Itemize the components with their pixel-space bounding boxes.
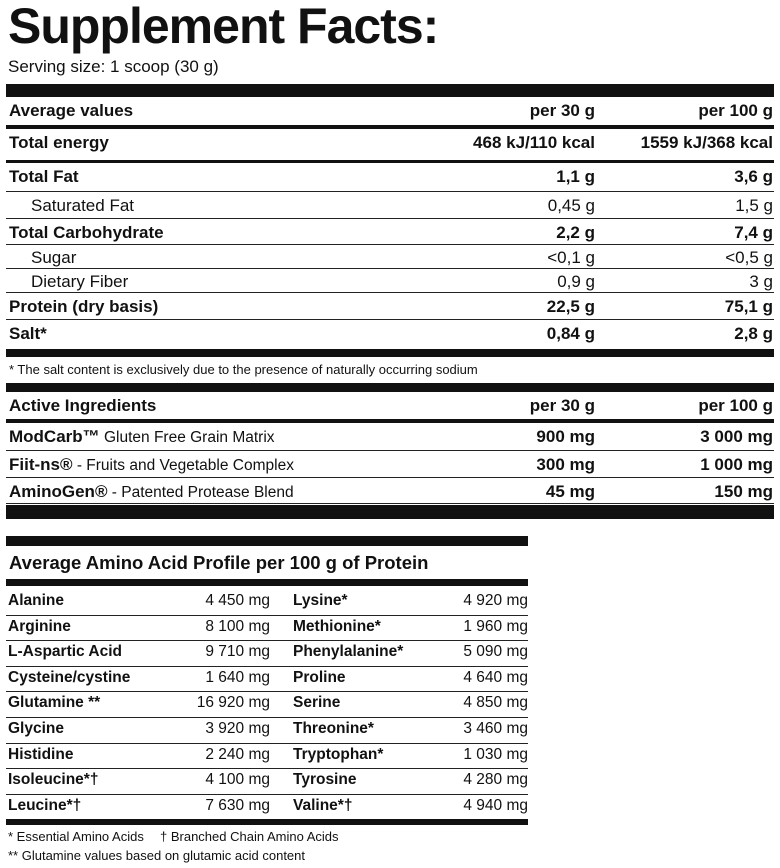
amino-footnote-bcaa: † Branched Chain Amino Acids [160,829,339,844]
amino-name-left: Cysteine/cystine [8,668,131,686]
row-divider [6,218,774,219]
amino-row-divider [6,640,528,641]
nutrition-row-per30: 0,84 g [546,324,595,343]
active-row-name [9,426,275,449]
amino-value-left: 4 450 mg [205,592,270,609]
amino-name-left: L-Aspartic Acid [8,643,122,661]
active-row-per30: 900 mg [536,427,595,446]
amino-name-right: Valine*† [293,796,353,814]
amino-row-divider [6,615,528,616]
nutrition-row-name: Protein (dry basis) [9,297,159,316]
amino-row-divider [6,743,528,744]
nutrition-row-name: Total Fat [9,167,79,186]
active-header-rule [6,419,774,423]
nutrition-header-per100: per 100 g [698,101,773,120]
row-divider [6,450,774,451]
amino-value-left: 4 100 mg [205,771,270,789]
active-row-per100: 150 mg [714,482,773,501]
amino-value-left: 16 920 mg [196,694,270,712]
page-title: Supplement Facts: [8,0,439,54]
amino-value-right: 1 030 mg [463,745,528,763]
active-bottom-bar [6,505,774,519]
active-header-per100: per 100 g [698,396,773,415]
active-desc: Gluten Free Grain Matrix [99,429,275,446]
nutrition-header-per30: per 30 g [529,101,595,120]
active-row-per100: 3 000 mg [700,427,773,446]
amino-row-divider [6,666,528,667]
amino-row-divider [6,717,528,718]
nutrition-row-per30: 2,2 g [556,223,595,242]
nutrition-row-per100: 75,1 g [724,297,773,316]
amino-name-left: Glutamine ** [8,694,101,712]
amino-name-right: Methionine* [293,617,381,635]
active-header-per30: per 30 g [529,396,595,415]
nutrition-row-name: Saturated Fat [31,196,135,215]
active-header-label: Active Ingredients [9,396,157,415]
amino-name-right: Threonine* [293,720,374,737]
active-row-name [9,481,294,504]
active-desc: - Patented Protease Blend [107,484,294,501]
row-divider [6,244,774,245]
active-row-per30: 45 mg [545,482,595,501]
nutrition-row-per30: 0,9 g [557,272,595,291]
amino-name-right: Serine [293,694,341,712]
row-divider [6,503,774,504]
amino-value-right: 4 640 mg [463,668,528,686]
amino-title-rule [6,579,528,586]
amino-name-right: Lysine* [293,592,348,609]
amino-name-right: Tyrosine [293,771,357,789]
active-row-per100: 1 000 mg [700,455,773,474]
amino-row-divider [6,691,528,692]
amino-value-right: 4 920 mg [463,592,528,609]
amino-row-divider [6,794,528,795]
amino-name-left: Histidine [8,745,74,763]
amino-title: Average Amino Acid Profile per 100 g of Protein [9,552,429,573]
nutrition-row-per30: 1,1 g [556,167,595,186]
nutrition-row-per30: 468 kJ/110 kcal [473,133,595,152]
amino-name-right: Proline [293,668,346,686]
amino-name-right: Phenylalanine* [293,643,404,661]
nutrition-row-per30: 22,5 g [546,297,595,316]
nutrition-row-per100: 7,4 g [734,223,773,242]
amino-value-left: 1 640 mg [205,668,270,686]
nutrition-row-name: Salt* [9,324,47,343]
nutrition-top-bar [6,84,774,97]
nutrition-row-per100: <0,5 g [725,248,773,267]
active-brand: Fiit-ns® [9,455,73,474]
amino-name-left: Leucine*† [8,796,82,814]
amino-value-right: 3 460 mg [463,720,528,737]
amino-value-right: 4 850 mg [463,694,528,712]
amino-value-right: 4 280 mg [463,771,528,789]
nutrition-row-per100: 1,5 g [735,196,773,215]
nutrition-row-per30: 0,45 g [547,196,595,215]
amino-name-left: Alanine [8,592,64,609]
nutrition-row-name: Total Carbohydrate [9,223,164,242]
row-divider [6,319,774,320]
serving-size: Serving size: 1 scoop (30 g) [8,57,219,76]
amino-top-bar [6,536,528,546]
amino-name-right: Tryptophan* [293,745,384,763]
nutrition-row-name: Total energy [9,133,109,152]
row-divider [6,292,774,293]
active-brand: AminoGen® [9,482,108,501]
nutrition-row-per100: 1559 kJ/368 kcal [640,133,773,152]
amino-footnote-essential: * Essential Amino Acids [8,829,144,844]
amino-value-right: 5 090 mg [463,643,528,661]
amino-name-left: Isoleucine*† [8,771,99,789]
nutrition-row-name: Dietary Fiber [31,272,129,291]
amino-value-left: 2 240 mg [205,745,270,763]
row-divider [6,268,774,269]
active-top-bar [6,383,774,392]
amino-value-left: 7 630 mg [205,796,270,814]
amino-name-left: Arginine [8,617,71,635]
amino-name-left: Glycine [8,720,64,737]
amino-bottom-bar [6,819,528,825]
amino-footnote-glutamine: ** Glutamine values based on glutamic acid content [8,848,306,863]
active-desc: - Fruits and Vegetable Complex [72,457,294,474]
amino-row-divider [6,768,528,769]
row-divider [6,477,774,478]
nutrition-row-per100: 3,6 g [734,167,773,186]
nutrition-bottom-bar [6,349,774,357]
active-brand: ModCarb™ [9,427,100,446]
active-row-per30: 300 mg [536,455,595,474]
nutrition-header-rule [6,125,774,129]
amino-value-left: 8 100 mg [205,617,270,635]
amino-value-left: 3 920 mg [205,720,270,737]
amino-value-right: 4 940 mg [463,796,528,814]
nutrition-row-per100: 3 g [749,272,773,291]
nutrition-row-per30: <0,1 g [547,248,595,267]
row-divider-thick [6,160,774,163]
nutrition-row-name: Sugar [31,248,77,267]
active-row-name [9,454,294,477]
amino-value-left: 9 710 mg [205,643,270,661]
salt-footnote: * The salt content is exclusively due to the presence of naturally occurring sodium [9,362,478,377]
amino-value-right: 1 960 mg [463,617,528,635]
nutrition-header-label: Average values [9,101,134,120]
row-divider [6,191,774,192]
nutrition-row-per100: 2,8 g [734,324,773,343]
